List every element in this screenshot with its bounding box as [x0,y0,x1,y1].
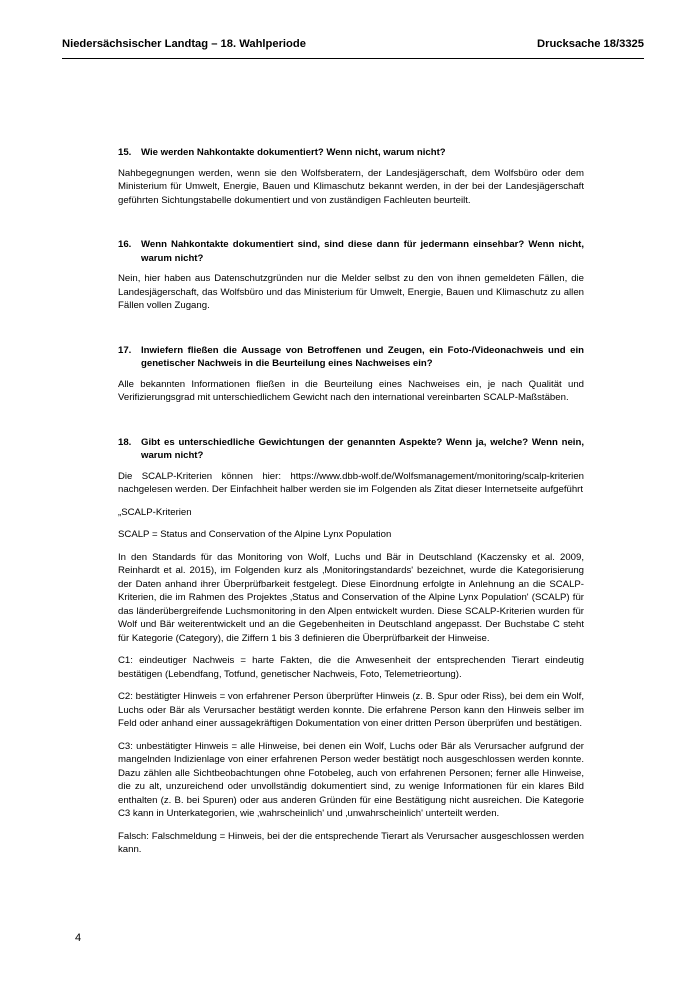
intro-text-end: nachgelesen werden. Der Einfachheit halber werden sie im Folgenden als Zitat dieser Internetseite aufgeführt [118,484,584,495]
category-c3: C3: unbestätigter Hinweis = alle Hinweise, bei denen ein Wolf, Luchs oder Bär als Verursacher aufgrund der mangelnden Indizienlage von einer erfahrenen Person weder bestätigt noch ausgeschlossen werden konnte. Dazu zählen alle Sichtbeobachtungen ohne Fotobeleg, auch von erfahrenen Personen; ferner alle Hinweise, die zu alt, unzureichend oder unvollständig dokumentiert sind, zu wenige Informationen für ein klares Bild enthalten (z. B. bei Spuren) oder aus anderen Gründen für eine Bestätigung nicht ausreichen. Die Kategorie C3 kann in Unterkategorien, wie ‚wahrscheinlich' und ‚unwahrscheinlich' unterteilt werden. [118,740,584,819]
question-number: 17. [118,344,132,356]
category-c2: C2: bestätigter Hinweis = von erfahrener Person überprüfter Hinweis (z. B. Spur oder Riss), bei dem ein Wolf, Luchs oder Bär als Verursacher bestätigt werden konnte. Die erfahrene Person kann den Hinweis selber im Feld oder anhand einer aussagekräftigen Dokumentation von einer dritten Person überprüfen und bestätigen. [118,691,584,729]
question-16 [118,238,584,265]
answer-17: Alle bekannten Informationen fließen in die Beurteilung eines Nachweises ein, je nach Qualität und Verifizierungsgrad mit unterschiedlichem Gewicht nach den international vereinbarten SCALP-Maßstäben. [118,378,584,403]
document-body [118,146,584,866]
answer-16: Nein, hier haben aus Datenschutzgründen nur die Melder selbst zu den von ihnen gemeldeten Fällen, die Landesjägerschaft, das Wolfsbüro und das Ministerium für Umwelt, Energie, Bauen und Klimaschutz zu allen Fällen vollen Zugang. [118,273,584,311]
question-17 [118,344,584,371]
header-document-number: Drucksache 18/3325 [537,38,644,50]
quote-title: „SCALP-Kriterien [118,506,192,518]
answer-18-intro [118,470,584,497]
scalp-definition: SCALP = Status and Conservation of the Alpine Lynx Population [118,529,392,540]
question-text: Wenn Nahkontakte dokumentiert sind, sind diese dann für jedermann einsehbar? Wenn nicht, warum nicht? [141,239,584,264]
page-number: 4 [75,932,82,944]
question-number: 15. [118,147,132,158]
question-number: 18. [118,436,132,448]
standards-paragraph: In den Standards für das Monitoring von Wolf, Luchs und Bär in Deutschland (Kaczensky et al. 2009, Reinhardt et al. 2015), im Folgenden kurz als ‚Monitoringstandards' bezeichnet, wurde die Kategorisierung der Daten anhand ihrer Überprüfbarkeit festgelegt. Diese Einordnung erfolgte in Anlehnung an die SCALP-Kriterien, die im Rahmen des Projektes ‚Status and Conservation of the Alpine Lynx Population' (SCALP) für das länderübergreifende Luchsmonitoring in den Alpen entwickelt wurden. Diese SCALP-Kriterien wurden für Wolf und Bär weiterentwickelt und an die Gegebenheiten in Deutschland angepasst. Der Buchstabe C steht für Kategorie (Category), die Ziffern 1 bis 3 definieren die Überprüfbarkeit der Hinweise. [118,551,584,644]
answer-15: Nahbegegnungen werden, wenn sie den Wolfsberatern, der Landesjägerschaft, dem Wolfsbüro oder dem Ministerium für Umwelt, Energie, Bauen und Klimaschutz bekannt werden, in der bei der Landesjägerschaft geführten Sichtungstabelle dokumentiert und von zuständigen Fachleuten beurteilt. [118,167,584,206]
header-parliament: Niedersächsischer Landtag – 18. Wahlperiode [62,38,306,50]
page-header [62,38,644,58]
header-divider [62,58,644,59]
question-15 [118,146,584,160]
question-18 [118,436,584,463]
question-text: Gibt es unterschiedliche Gewichtungen der genannten Aspekte? Wenn ja, welche? Wenn nein, warum nicht? [141,436,584,461]
question-text: Wie werden Nahkontakte dokumentiert? Wenn nicht, warum nicht? [141,147,446,158]
intro-text: Die SCALP-Kriterien können hier: [118,470,291,482]
question-text: Inwiefern fließen die Aussage von Betroffenen und Zeugen, ein Foto-/Videonachweis und ein genetischer Nachweis in die Beurteilung eines Nachweises ein? [141,344,584,369]
category-c1: C1: eindeutiger Nachweis = harte Fakten, die die Anwesenheit der entsprechenden Tierart eindeutig bestätigen (Lebendfang, Totfund, genetischer Nachweis, Foto, Telemetrieortung). [118,655,584,680]
category-falsch: Falsch: Falschmeldung = Hinweis, bei der die entsprechende Tierart als Verursacher ausgeschlossen werden kann. [118,830,584,855]
scalp-criteria-link[interactable]: https://www.dbb-wolf.de/Wolfsmanagement/monitoring/scalp-kriterien [290,470,584,482]
question-number: 16. [118,239,132,250]
